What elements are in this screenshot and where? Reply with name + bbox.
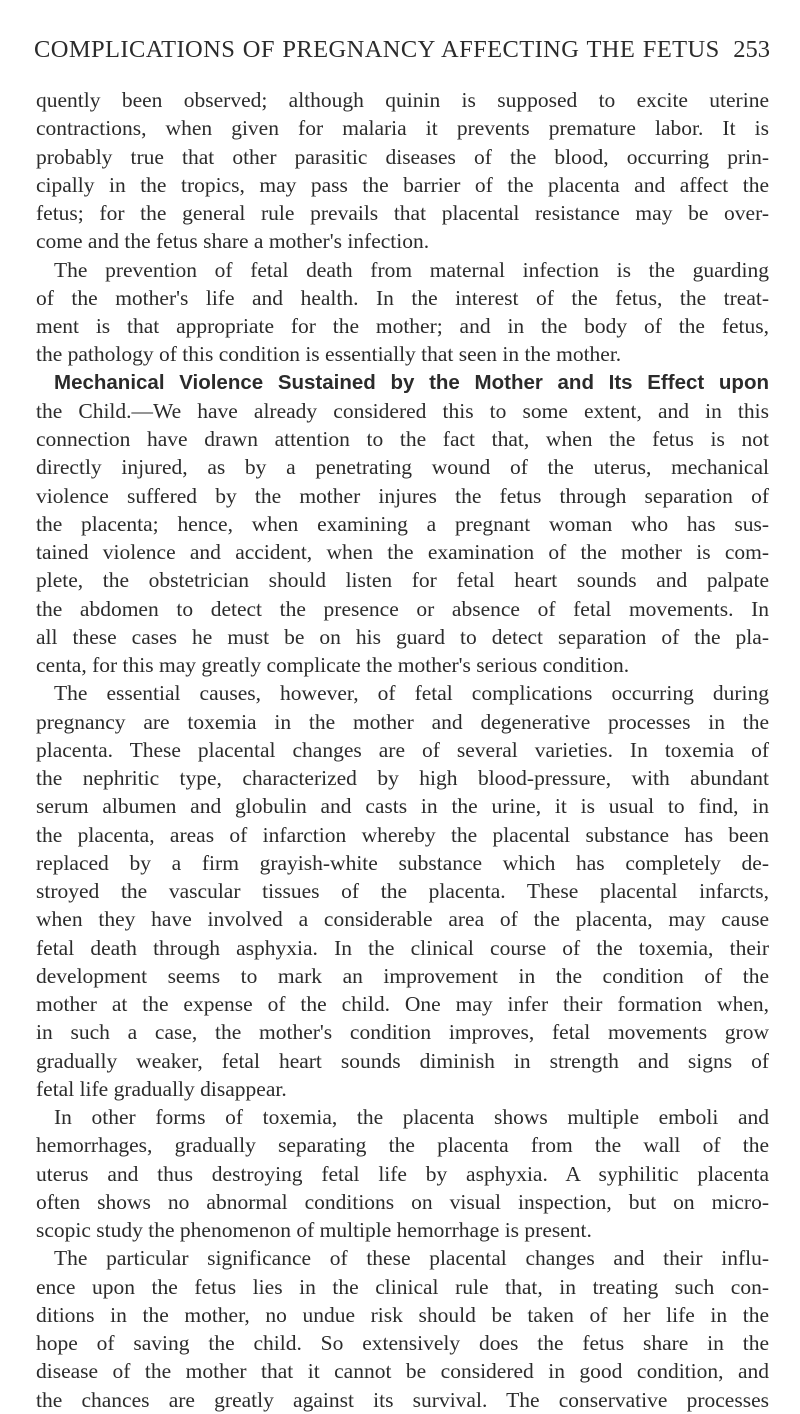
body-text [36, 86, 769, 1414]
text-line: the placenta; hence, when examining a pregnant woman who has sus- [36, 511, 769, 536]
text-line: placenta. These placental changes are of several varieties. In toxemia of [36, 737, 769, 762]
text-line: centa, for this may greatly complicate the mother's serious condition. [36, 653, 630, 677]
text-line: serum albumen and globulin and casts in the urine, it is usual to find, in [36, 794, 769, 819]
text-line: hope of saving the child. So extensively does the fetus share in the [36, 1331, 769, 1355]
text-line: the chances are greatly against its survival. The conservative processes [36, 1387, 769, 1412]
text-line: fetus; for the general rule prevails that placental resistance may be over- [36, 201, 769, 225]
text-line: pregnancy are toxemia in the mother and degenerative processes in the [36, 709, 769, 734]
text-line: development seems to mark an improvement in the condition of the [36, 963, 769, 988]
text-line: come and the fetus share a mother's infection. [36, 229, 430, 254]
text-line: hemorrhages, gradually separating the placenta from the wall of the [36, 1133, 769, 1158]
text-line: fetal life gradually disappear. [36, 1076, 287, 1101]
text-line: the pathology of this condition is essentially that seen in the mother. [36, 342, 622, 367]
text-line: the abdomen to detect the presence or absence of fetal movements. In [36, 596, 769, 621]
text-line: probably true that other parasitic diseases of the blood, occurring prin- [36, 144, 769, 169]
section-heading: Mechanical Violence Sustained by the Mother and Its Effect upon [54, 370, 769, 394]
text-line: ment is that appropriate for the mother; and in the body of the fetus, [36, 314, 769, 338]
running-title: COMPLICATIONS OF PREGNANCY AFFECTING THE FETUS [34, 36, 720, 63]
text-line: stroyed the vascular tissues of the placenta. These placental infarcts, [36, 879, 769, 903]
text-line: contractions, when given for malaria it prevents premature labor. It is [36, 116, 769, 141]
text-line: fetal death through asphyxia. In the clinical course of the toxemia, their [36, 935, 769, 960]
text-line: when they have involved a considerable area of the placenta, may cause [36, 907, 769, 932]
text-line: often shows no abnormal conditions on visual inspection, but on micro- [36, 1189, 769, 1214]
text-line: the Child.—We have already considered this to some extent, and in this [36, 398, 769, 423]
text-line: scopic study the phenomenon of multiple hemorrhage is present. [36, 1218, 592, 1242]
text-line: the nephritic type, characterized by high blood-pressure, with abundant [36, 766, 769, 790]
text-line: violence suffered by the mother injures the fetus through separation of [36, 483, 769, 508]
text-line: tained violence and accident, when the examination of the mother is com- [36, 540, 769, 564]
text-line: gradually weaker, fetal heart sounds diminish in strength and signs of [36, 1048, 769, 1073]
text-line: all these cases he must be on his guard to detect separation of the pla- [36, 624, 769, 649]
running-header [34, 36, 770, 64]
text-line: of the mother's life and health. In the interest of the fetus, the treat- [36, 285, 769, 310]
text-line: The essential causes, however, of fetal complications occurring during [54, 681, 769, 706]
text-line: in such a case, the mother's condition improves, fetal movements grow [36, 1020, 769, 1045]
text-line: quently been observed; although quinin is supposed to excite uterine [36, 88, 769, 112]
text-line: ence upon the fetus lies in the clinical rule that, in treating such con- [36, 1274, 769, 1299]
text-line: directly injured, as by a penetrating wound of the uterus, mechanical [36, 455, 769, 480]
page-number: 253 [733, 36, 770, 63]
text-line: mother at the expense of the child. One may infer their formation when, [36, 992, 769, 1016]
text-line: disease of the mother that it cannot be considered in good condition, and [36, 1359, 769, 1384]
text-line: plete, the obstetrician should listen for fetal heart sounds and palpate [36, 568, 769, 593]
text-line: The particular significance of these placental changes and their influ- [54, 1246, 769, 1271]
text-line: uterus and thus destroying fetal life by asphyxia. A syphilitic placenta [36, 1161, 769, 1186]
text-line: ditions in the mother, no undue risk should be taken of her life in the [36, 1302, 769, 1327]
text-line: cipally in the tropics, may pass the barrier of the placenta and affect the [36, 172, 769, 197]
text-line: replaced by a firm grayish-white substance which has completely de- [36, 850, 769, 875]
text-line: The prevention of fetal death from maternal infection is the guarding [54, 257, 769, 282]
text-line: the placenta, areas of infarction whereby the placental substance has been [36, 822, 769, 847]
text-line: In other forms of toxemia, the placenta shows multiple emboli and [54, 1105, 769, 1129]
text-line: connection have drawn attention to the fact that, when the fetus is not [36, 427, 769, 451]
